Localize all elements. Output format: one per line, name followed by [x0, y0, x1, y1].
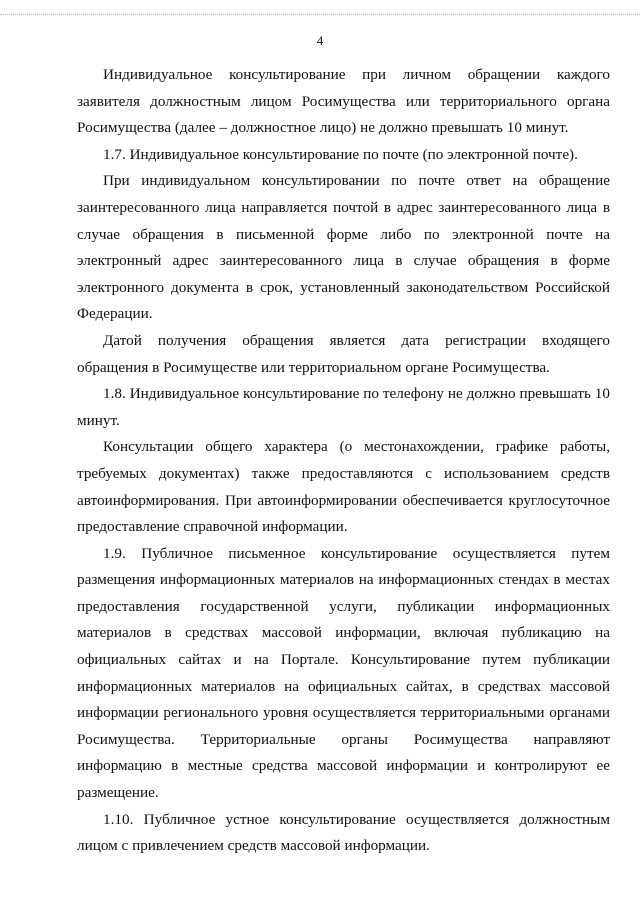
scan-edge-artifact	[0, 14, 640, 15]
document-body	[77, 62, 610, 860]
paragraph-mail-response: При индивидуальном консультировании по почте ответ на обращение заинтересованного лица направляется почтой в адрес заинтересованного лица в случае обращения в письменной форме либо по электронной почте на электронный адрес заинтересованного лица в случае обращения в форме электронного документа в срок, установленный законодательством Российской Федерации.	[77, 172, 610, 323]
paragraph-1-10-public-oral: 1.10. Публичное устное консультирование осуществляется должностным лицом с привлечением средств массовой информации.	[77, 810, 610, 855]
paragraph-1-9-public-written: 1.9. Публичное письменное консультирование осуществляется путем размещения информационных материалов на информационных стендах в местах предоставления государственной услуги, публикации информационных материалов в средствах массовой информации, включая публикацию на официальных сайтах и на Портале. Консультирование путем публикации информационных материалов на официальных сайтах, в средствах массовой информации регионального уровня осуществляется территориальными органами Росимущества. Территориальные органы Росимущества направляют информацию в местные средства массовой информации и контролируют ее размещение.	[77, 544, 610, 802]
paragraph-general-consultations: Консультации общего характера (о местонахождении, графике работы, требуемых документах) также предоставляются с использованием средств автоинформирования. При автоинформировании обеспечивается круглосуточное предоставление справочной информации.	[77, 438, 610, 536]
paragraph-1-8-phone-consulting: 1.8. Индивидуальное консультирование по телефону не должно превышать 10 минут.	[77, 385, 610, 429]
paragraph-1-7-mail-consulting: 1.7. Индивидуальное консультирование по почте (по электронной почте).	[103, 145, 578, 163]
paragraph-individual-consulting-personal: Индивидуальное консультирование при личном обращении каждого заявителя должностным лицом Росимущества или территориального органа Росимущества (далее – должностное лицо) не должно превышать 10 минут.	[77, 66, 610, 137]
page-number: 4	[316, 33, 324, 48]
paragraph-receipt-date: Датой получения обращения является дата регистрации входящего обращения в Росимуществе или территориальном органе Росимущества.	[77, 331, 610, 376]
